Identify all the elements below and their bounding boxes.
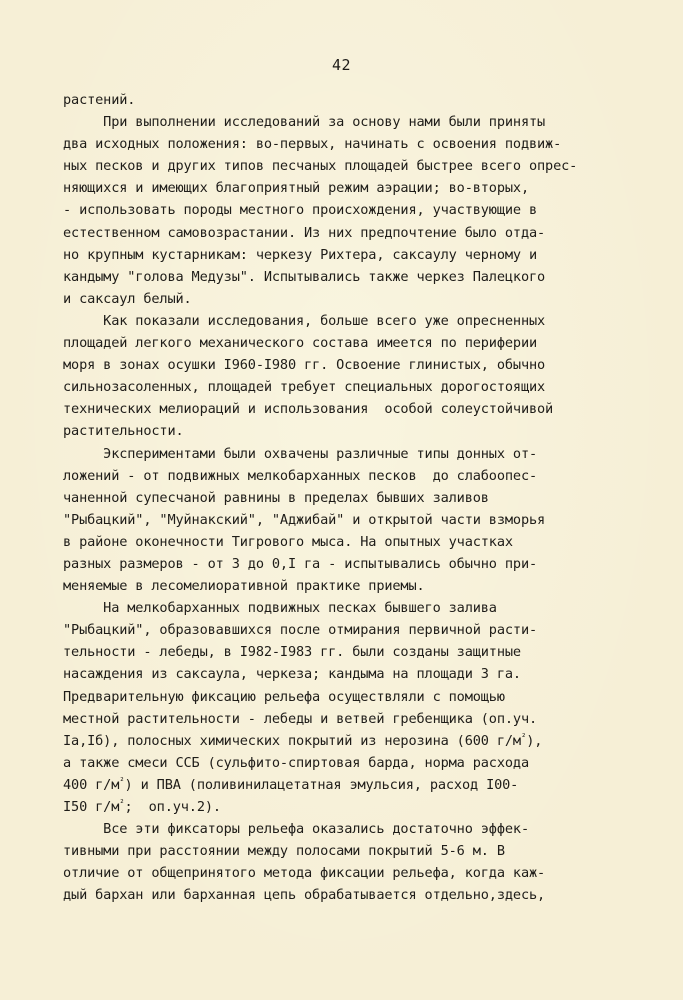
text-line: При выполнении исследований за основу нами были приняты	[63, 114, 546, 131]
text-line: растений.	[63, 92, 136, 108]
text-line: Как показали исследования, больше всего уже опресненных	[63, 312, 546, 329]
text-line: чаненной супесчаной равнины в пределах бывших заливов	[63, 489, 489, 506]
text-line: меняемые в лесомелиоративной практике приемы.	[63, 578, 425, 595]
text-line: два исходных положения: во-первых, начинать с освоения подвиж-	[63, 136, 562, 153]
text-line: няющихся и имеющих благоприятный режим аэрации; во-вторых,	[63, 180, 529, 197]
text-line: и саксаул белый.	[63, 290, 192, 307]
text-line: сильнозасоленных, площадей требует специальных дорогостоящих	[63, 379, 546, 396]
text-line: отличие от общепринятого метода фиксации рельефа, когда каж-	[63, 865, 546, 882]
text-line: местной растительности - лебеды и ветвей гребенщика (оп.уч.	[63, 710, 538, 727]
text-line: I50 $г/м^{^2}$; оп.уч.2).	[63, 799, 221, 815]
text-line: ложений - от подвижных мелкобарханных песков до слабоопес-	[63, 467, 538, 484]
text-line: Iа,Iб), полосных химических покрытий из нерозина (600 $г/м^{^2}$),	[63, 732, 543, 749]
text-line: в районе оконечности Тигрового мыса. На опытных участках	[63, 533, 513, 550]
text-line: а также смеси ССБ (сульфито-спиртовая барда, норма расхода	[63, 754, 529, 771]
text-line: насаждения из саксаула, черкеза; кандыма на площади 3 га.	[63, 666, 521, 683]
text-line: площадей легкого механического состава имеется по периферии	[63, 335, 538, 352]
text-line: разных размеров - от 3 до 0,I га - испытывались обычно при-	[63, 555, 538, 572]
text-line: "Рыбацкий", "Муйнакский", "Аджибай" и открытой части взморья	[63, 511, 546, 528]
text-line: Все эти фиксаторы рельефа оказались достаточно эффек-	[63, 821, 529, 838]
text-line: - использовать породы местного происхождения, участвующие в	[63, 202, 538, 219]
text-line: 400 $г/м^{^2}$) и ПВА (поливинилацетатная эмульсия, расход I00-	[63, 776, 519, 793]
text-line: естественном самовозрастании. Из них предпочтение было отда-	[63, 224, 546, 241]
text-line: тивными при расстоянии между полосами покрытий 5-6 м. В	[63, 843, 505, 860]
page-number: 42	[331, 56, 352, 74]
text-line: кандыму "голова Медузы". Испытывались также черкез Палецкого	[63, 268, 546, 285]
text-line: моря в зонах осушки I960-I980 гг. Освоение глинистых, обычно	[63, 357, 546, 374]
text-line: технических мелиораций и использования особой солеустойчивой	[63, 401, 554, 418]
text-line: ных песков и других типов песчаных площадей быстрее всего опрес-	[63, 158, 578, 175]
text-line: На мелкобарханных подвижных песках бывшего залива	[63, 600, 497, 617]
text-line: Предварительную фиксацию рельефа осуществляли с помощью	[63, 688, 505, 705]
text-line: Экспериментами были охвачены различные типы донных от-	[63, 445, 538, 462]
text-line: тельности - лебеды, в I982-I983 гг. были созданы защитные	[63, 644, 521, 661]
text-line: но крупным кустарникам: черкезу Рихтера, саксаулу черному и	[63, 246, 538, 263]
text-line: растительности.	[63, 423, 184, 440]
body-text	[63, 89, 653, 906]
text-line: дый бархан или барханная цепь обрабатывается отдельно,здесь,	[63, 887, 546, 904]
text-line: "Рыбацкий", образовавшихся после отмирания первичной расти-	[63, 622, 538, 639]
